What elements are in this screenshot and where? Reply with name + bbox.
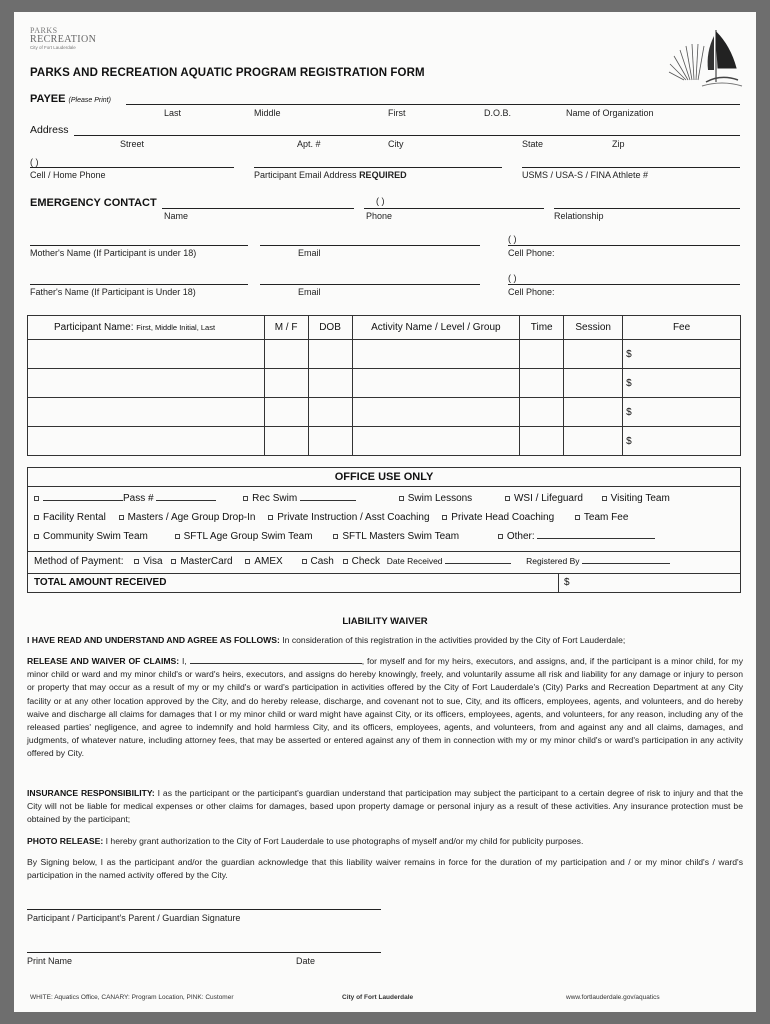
activity-cell[interactable] bbox=[352, 340, 520, 369]
mf-cell[interactable] bbox=[264, 369, 308, 398]
payee-sub-org: Name of Organization bbox=[566, 108, 654, 118]
total-amount-divider bbox=[558, 573, 559, 593]
private-instruction-label: Private Instruction / Asst Coaching bbox=[277, 512, 430, 523]
logo-line-3: City of Fort Lauderdale bbox=[30, 45, 76, 50]
dob-cell[interactable] bbox=[308, 427, 352, 456]
payee-sub-last: Last bbox=[164, 108, 182, 118]
waiver-photo bbox=[27, 835, 743, 848]
private-head-coaching-label: Private Head Coaching bbox=[451, 512, 555, 523]
col-dob: DOB bbox=[308, 316, 352, 340]
mastercard-label: MasterCard bbox=[180, 556, 233, 567]
participant-table bbox=[27, 315, 741, 456]
waiver-intro-text: In consideration of this registration in the activities provided by the City of Fort Lauderdale; bbox=[279, 635, 626, 645]
rec-swim-label: Rec Swim bbox=[252, 493, 298, 504]
sftl-age-group-checkbox[interactable] bbox=[175, 534, 180, 539]
col-participant-name-hint: First, Middle Initial, Last bbox=[136, 323, 216, 332]
footer-city: City of Fort Lauderdale bbox=[342, 994, 414, 1001]
time-cell[interactable] bbox=[520, 398, 564, 427]
other-checkbox[interactable] bbox=[498, 534, 503, 539]
cell-home-phone-label: Cell / Home Phone bbox=[30, 170, 106, 180]
payee-label-text: PAYEE bbox=[30, 93, 66, 105]
session-cell[interactable] bbox=[564, 340, 623, 369]
mother-email-line[interactable] bbox=[260, 245, 480, 246]
team-fee-label: Team Fee bbox=[583, 512, 629, 523]
mf-cell[interactable] bbox=[264, 398, 308, 427]
name-cell[interactable] bbox=[28, 427, 265, 456]
emergency-sub-relationship: Relationship bbox=[554, 211, 604, 221]
activity-cell[interactable] bbox=[352, 369, 520, 398]
office-row-1 bbox=[34, 493, 670, 504]
activity-cell[interactable] bbox=[352, 398, 520, 427]
waiver-photo-text: I hereby grant authorization to the City of Fort Lauderdale to use photographs of myself and/or my child for publicity purposes. bbox=[103, 836, 584, 846]
office-use-title: OFFICE USE ONLY bbox=[334, 471, 434, 483]
col-fee: Fee bbox=[623, 316, 741, 340]
mastercard-checkbox[interactable] bbox=[171, 559, 176, 564]
logo-line-1: PARKS bbox=[30, 26, 58, 35]
waiver-acknowledge bbox=[27, 856, 743, 882]
footer-copies: WHITE: Aquatics Office, CANARY: Program Location, PINK: Customer bbox=[30, 994, 234, 1001]
col-time: Time bbox=[520, 316, 564, 340]
amex-label: AMEX bbox=[254, 556, 283, 567]
pass-type-blank[interactable] bbox=[43, 493, 123, 501]
cash-checkbox[interactable] bbox=[302, 559, 307, 564]
waiver-insurance bbox=[27, 787, 743, 827]
payee-hint: (Please Print) bbox=[68, 97, 111, 104]
fee-cell[interactable]: $ bbox=[623, 340, 741, 369]
session-cell[interactable] bbox=[564, 427, 623, 456]
participant-table-header bbox=[28, 316, 741, 340]
waiver-release bbox=[27, 655, 743, 761]
total-amount-label: TOTAL AMOUNT RECEIVED bbox=[34, 577, 167, 588]
facility-rental-checkbox[interactable] bbox=[34, 515, 39, 520]
signature-label: Participant / Participant's Parent / Guardian Signature bbox=[27, 913, 241, 923]
waiver-release-i: I, bbox=[179, 656, 190, 666]
address-sub-apt: Apt. # bbox=[297, 139, 321, 149]
community-swim-label: Community Swim Team bbox=[43, 531, 148, 542]
total-amount-dollar[interactable]: $ bbox=[564, 577, 570, 588]
masters-checkbox[interactable] bbox=[119, 515, 124, 520]
dob-cell[interactable] bbox=[308, 369, 352, 398]
office-use-box bbox=[27, 467, 741, 593]
dob-cell[interactable] bbox=[308, 398, 352, 427]
emergency-phone-paren: ( ) bbox=[376, 196, 385, 206]
visiting-team-label: Visiting Team bbox=[610, 493, 670, 504]
cell-phone-paren: ( ) bbox=[30, 157, 39, 167]
participant-email-text: Participant Email Address bbox=[254, 170, 357, 180]
col-session: Session bbox=[564, 316, 623, 340]
address-sub-state: State bbox=[522, 139, 544, 149]
payee-label bbox=[30, 93, 111, 105]
wsi-lifeguard-checkbox[interactable] bbox=[505, 496, 510, 501]
community-swim-checkbox[interactable] bbox=[34, 534, 39, 539]
table-row bbox=[28, 398, 741, 427]
waiver-intro-bold: I HAVE READ AND UNDERSTAND AND AGREE AS FOLLOWS: bbox=[27, 635, 280, 645]
rec-swim-checkbox[interactable] bbox=[243, 496, 248, 501]
fee-cell[interactable]: $ bbox=[623, 369, 741, 398]
table-row bbox=[28, 340, 741, 369]
city-sailboat-logo bbox=[666, 22, 746, 92]
emergency-relationship-line[interactable] bbox=[554, 208, 740, 209]
mother-name-label: Mother's Name (If Participant is under 18) bbox=[30, 248, 197, 258]
participant-email-line[interactable] bbox=[254, 167, 502, 168]
masters-label: Masters / Age Group Drop-In bbox=[127, 512, 256, 523]
waiver-acknowledge-text: By Signing below, I as the participant and/or the guardian acknowledge that this liability waiver remains in force for the duration of my participation and / or my minor child's / ward's participation in the named activity offered by the City. bbox=[27, 857, 743, 881]
date-label: Date bbox=[296, 956, 316, 966]
registration-form-page bbox=[14, 12, 756, 1012]
dob-cell[interactable] bbox=[308, 340, 352, 369]
pass-label: Pass # bbox=[123, 493, 154, 504]
waiver-insurance-bold: INSURANCE RESPONSIBILITY: bbox=[27, 788, 155, 798]
other-blank[interactable] bbox=[537, 531, 655, 539]
sftl-masters-label: SFTL Masters Swim Team bbox=[342, 531, 460, 542]
col-participant-name-text: Participant Name: bbox=[54, 322, 134, 333]
fee-cell[interactable]: $ bbox=[623, 427, 741, 456]
registered-by-label: Registered By bbox=[526, 556, 580, 566]
address-sub-city: City bbox=[388, 139, 404, 149]
form-title: PARKS AND RECREATION AQUATIC PROGRAM REGISTRATION FORM bbox=[30, 67, 425, 79]
athlete-number-line[interactable] bbox=[522, 167, 740, 168]
participant-email-label bbox=[254, 170, 407, 180]
check-label: Check bbox=[351, 556, 380, 567]
visa-checkbox[interactable] bbox=[134, 559, 139, 564]
swim-lessons-checkbox[interactable] bbox=[399, 496, 404, 501]
father-name-label: Father's Name (If Participant is Under 18) bbox=[30, 287, 196, 297]
father-cell-line[interactable] bbox=[508, 284, 740, 285]
mother-cell-label: Cell Phone: bbox=[508, 248, 555, 258]
waiver-title: LIABILITY WAIVER bbox=[342, 616, 428, 627]
father-name-line[interactable] bbox=[30, 284, 248, 285]
print-name-line[interactable] bbox=[27, 952, 381, 953]
waiver-photo-bold: PHOTO RELEASE: bbox=[27, 836, 104, 846]
office-row-2 bbox=[34, 512, 628, 523]
parks-recreation-logo bbox=[30, 26, 100, 64]
payment-method-label: Method of Payment: bbox=[34, 556, 124, 567]
waiver-insurance-text: I as the participant or the participant's guardian understand that participation may subject the participant to a certain degree of risk to injury and that the City will not be liable for medical expenses or other claims for damages, based upon property damage or personal injury as a result of these activities. Any insurance protection must be obtained by the participant; bbox=[27, 788, 743, 825]
father-cell-label: Cell Phone: bbox=[508, 287, 555, 297]
sftl-age-group-label: SFTL Age Group Swim Team bbox=[183, 531, 313, 542]
address-sub-street: Street bbox=[120, 139, 145, 149]
emergency-sub-name: Name bbox=[164, 211, 189, 221]
waiver-release-text: , for myself and for my heirs, executors, and assigns, and, if the participant is a minor child, for my minor child or ward and my minor child's or ward's heirs, executors, and assigns do hereby knowingly, freely, and voluntarily assume all risk and liability for any damage or injury to person or property that may occur as a result of my or my child's or ward's participation in activities offered by the City of Fort Lauderdale's (City) Parks and Recreation Department at any City facility or at any other location approved by the City, and do hereby release, discharge, and covenant not to sue, City, and its officers, employees, agents, and volunteers, and do hereby waive and discharge all claims for damages that I or my minor child or ward might have against City, or its officers, employees, agents, and volunteers, for any reason, including any of the released parties' negligence, and agree to indemnify and hold harmless City, and its officers, employees, agents, and volunteers, from and against any and all claims, damages, and judgments, of whatever nature, including attorney fees, that may be asserted or entered against any of them in connection with my or my minor child's or ward's participation in any activity offered by City. bbox=[27, 656, 743, 759]
print-name-label: Print Name bbox=[27, 956, 73, 966]
payee-sub-middle: Middle bbox=[254, 108, 281, 118]
pass-checkbox[interactable] bbox=[34, 496, 39, 501]
cash-label: Cash bbox=[310, 556, 334, 567]
payee-sub-dob: D.O.B. bbox=[484, 108, 512, 118]
office-divider-3 bbox=[28, 573, 740, 574]
rec-swim-blank[interactable] bbox=[300, 493, 356, 501]
table-row bbox=[28, 427, 741, 456]
name-cell[interactable] bbox=[28, 398, 265, 427]
date-received-blank[interactable] bbox=[445, 556, 511, 564]
footer-url: www.fortlauderdale.gov/aquatics bbox=[566, 994, 660, 1001]
logo-line-2: RECREATION bbox=[30, 34, 97, 45]
private-instruction-checkbox[interactable] bbox=[268, 515, 273, 520]
pass-number-blank[interactable] bbox=[156, 493, 216, 501]
father-email-line[interactable] bbox=[260, 284, 480, 285]
private-head-coaching-checkbox[interactable] bbox=[442, 515, 447, 520]
check-checkbox[interactable] bbox=[343, 559, 348, 564]
mf-cell[interactable] bbox=[264, 427, 308, 456]
registered-by-blank[interactable] bbox=[582, 556, 670, 564]
other-label: Other: bbox=[506, 531, 535, 542]
table-row bbox=[28, 369, 741, 398]
father-cell-paren: ( ) bbox=[508, 273, 517, 283]
date-received-label: Date Received bbox=[386, 556, 443, 566]
session-cell[interactable] bbox=[564, 369, 623, 398]
email-required-text: REQUIRED bbox=[359, 170, 407, 180]
name-cell[interactable] bbox=[28, 340, 265, 369]
mother-cell-line[interactable] bbox=[508, 245, 740, 246]
office-row-3 bbox=[34, 531, 655, 542]
name-cell[interactable] bbox=[28, 369, 265, 398]
father-email-label: Email bbox=[298, 287, 321, 297]
facility-rental-label: Facility Rental bbox=[43, 512, 106, 523]
waiver-name-blank[interactable] bbox=[190, 656, 362, 664]
col-mf: M / F bbox=[264, 316, 308, 340]
team-fee-checkbox[interactable] bbox=[575, 515, 580, 520]
visa-label: Visa bbox=[143, 556, 163, 567]
address-label: Address bbox=[30, 124, 69, 136]
cell-phone-line[interactable] bbox=[30, 167, 234, 168]
wsi-lifeguard-label: WSI / Lifeguard bbox=[513, 493, 583, 504]
activity-cell[interactable] bbox=[352, 427, 520, 456]
col-activity: Activity Name / Level / Group bbox=[352, 316, 520, 340]
signature-line[interactable] bbox=[27, 909, 381, 910]
payee-sub-first: First bbox=[388, 108, 406, 118]
waiver-intro bbox=[27, 634, 743, 647]
time-cell[interactable] bbox=[520, 427, 564, 456]
amex-checkbox[interactable] bbox=[245, 559, 250, 564]
payment-method-row bbox=[34, 556, 670, 567]
payee-line[interactable] bbox=[126, 104, 740, 105]
mother-name-line[interactable] bbox=[30, 245, 248, 246]
address-line[interactable] bbox=[74, 135, 740, 136]
col-participant-name bbox=[28, 316, 265, 340]
mother-cell-paren: ( ) bbox=[508, 234, 517, 244]
athlete-number-label: USMS / USA-S / FINA Athlete # bbox=[522, 170, 649, 180]
time-cell[interactable] bbox=[520, 340, 564, 369]
fee-cell[interactable]: $ bbox=[623, 398, 741, 427]
time-cell[interactable] bbox=[520, 369, 564, 398]
emergency-contact-label: EMERGENCY CONTACT bbox=[30, 197, 157, 209]
emergency-phone-line[interactable] bbox=[364, 208, 544, 209]
mf-cell[interactable] bbox=[264, 340, 308, 369]
office-title-divider bbox=[28, 486, 740, 487]
session-cell[interactable] bbox=[564, 398, 623, 427]
waiver-release-bold: RELEASE AND WAIVER OF CLAIMS: bbox=[27, 656, 180, 666]
address-sub-zip: Zip bbox=[612, 139, 625, 149]
emergency-name-line[interactable] bbox=[162, 208, 354, 209]
sftl-masters-checkbox[interactable] bbox=[333, 534, 338, 539]
office-divider-2 bbox=[28, 551, 740, 552]
mother-email-label: Email bbox=[298, 248, 321, 258]
visiting-team-checkbox[interactable] bbox=[602, 496, 607, 501]
swim-lessons-label: Swim Lessons bbox=[407, 493, 473, 504]
emergency-sub-phone: Phone bbox=[366, 211, 393, 221]
